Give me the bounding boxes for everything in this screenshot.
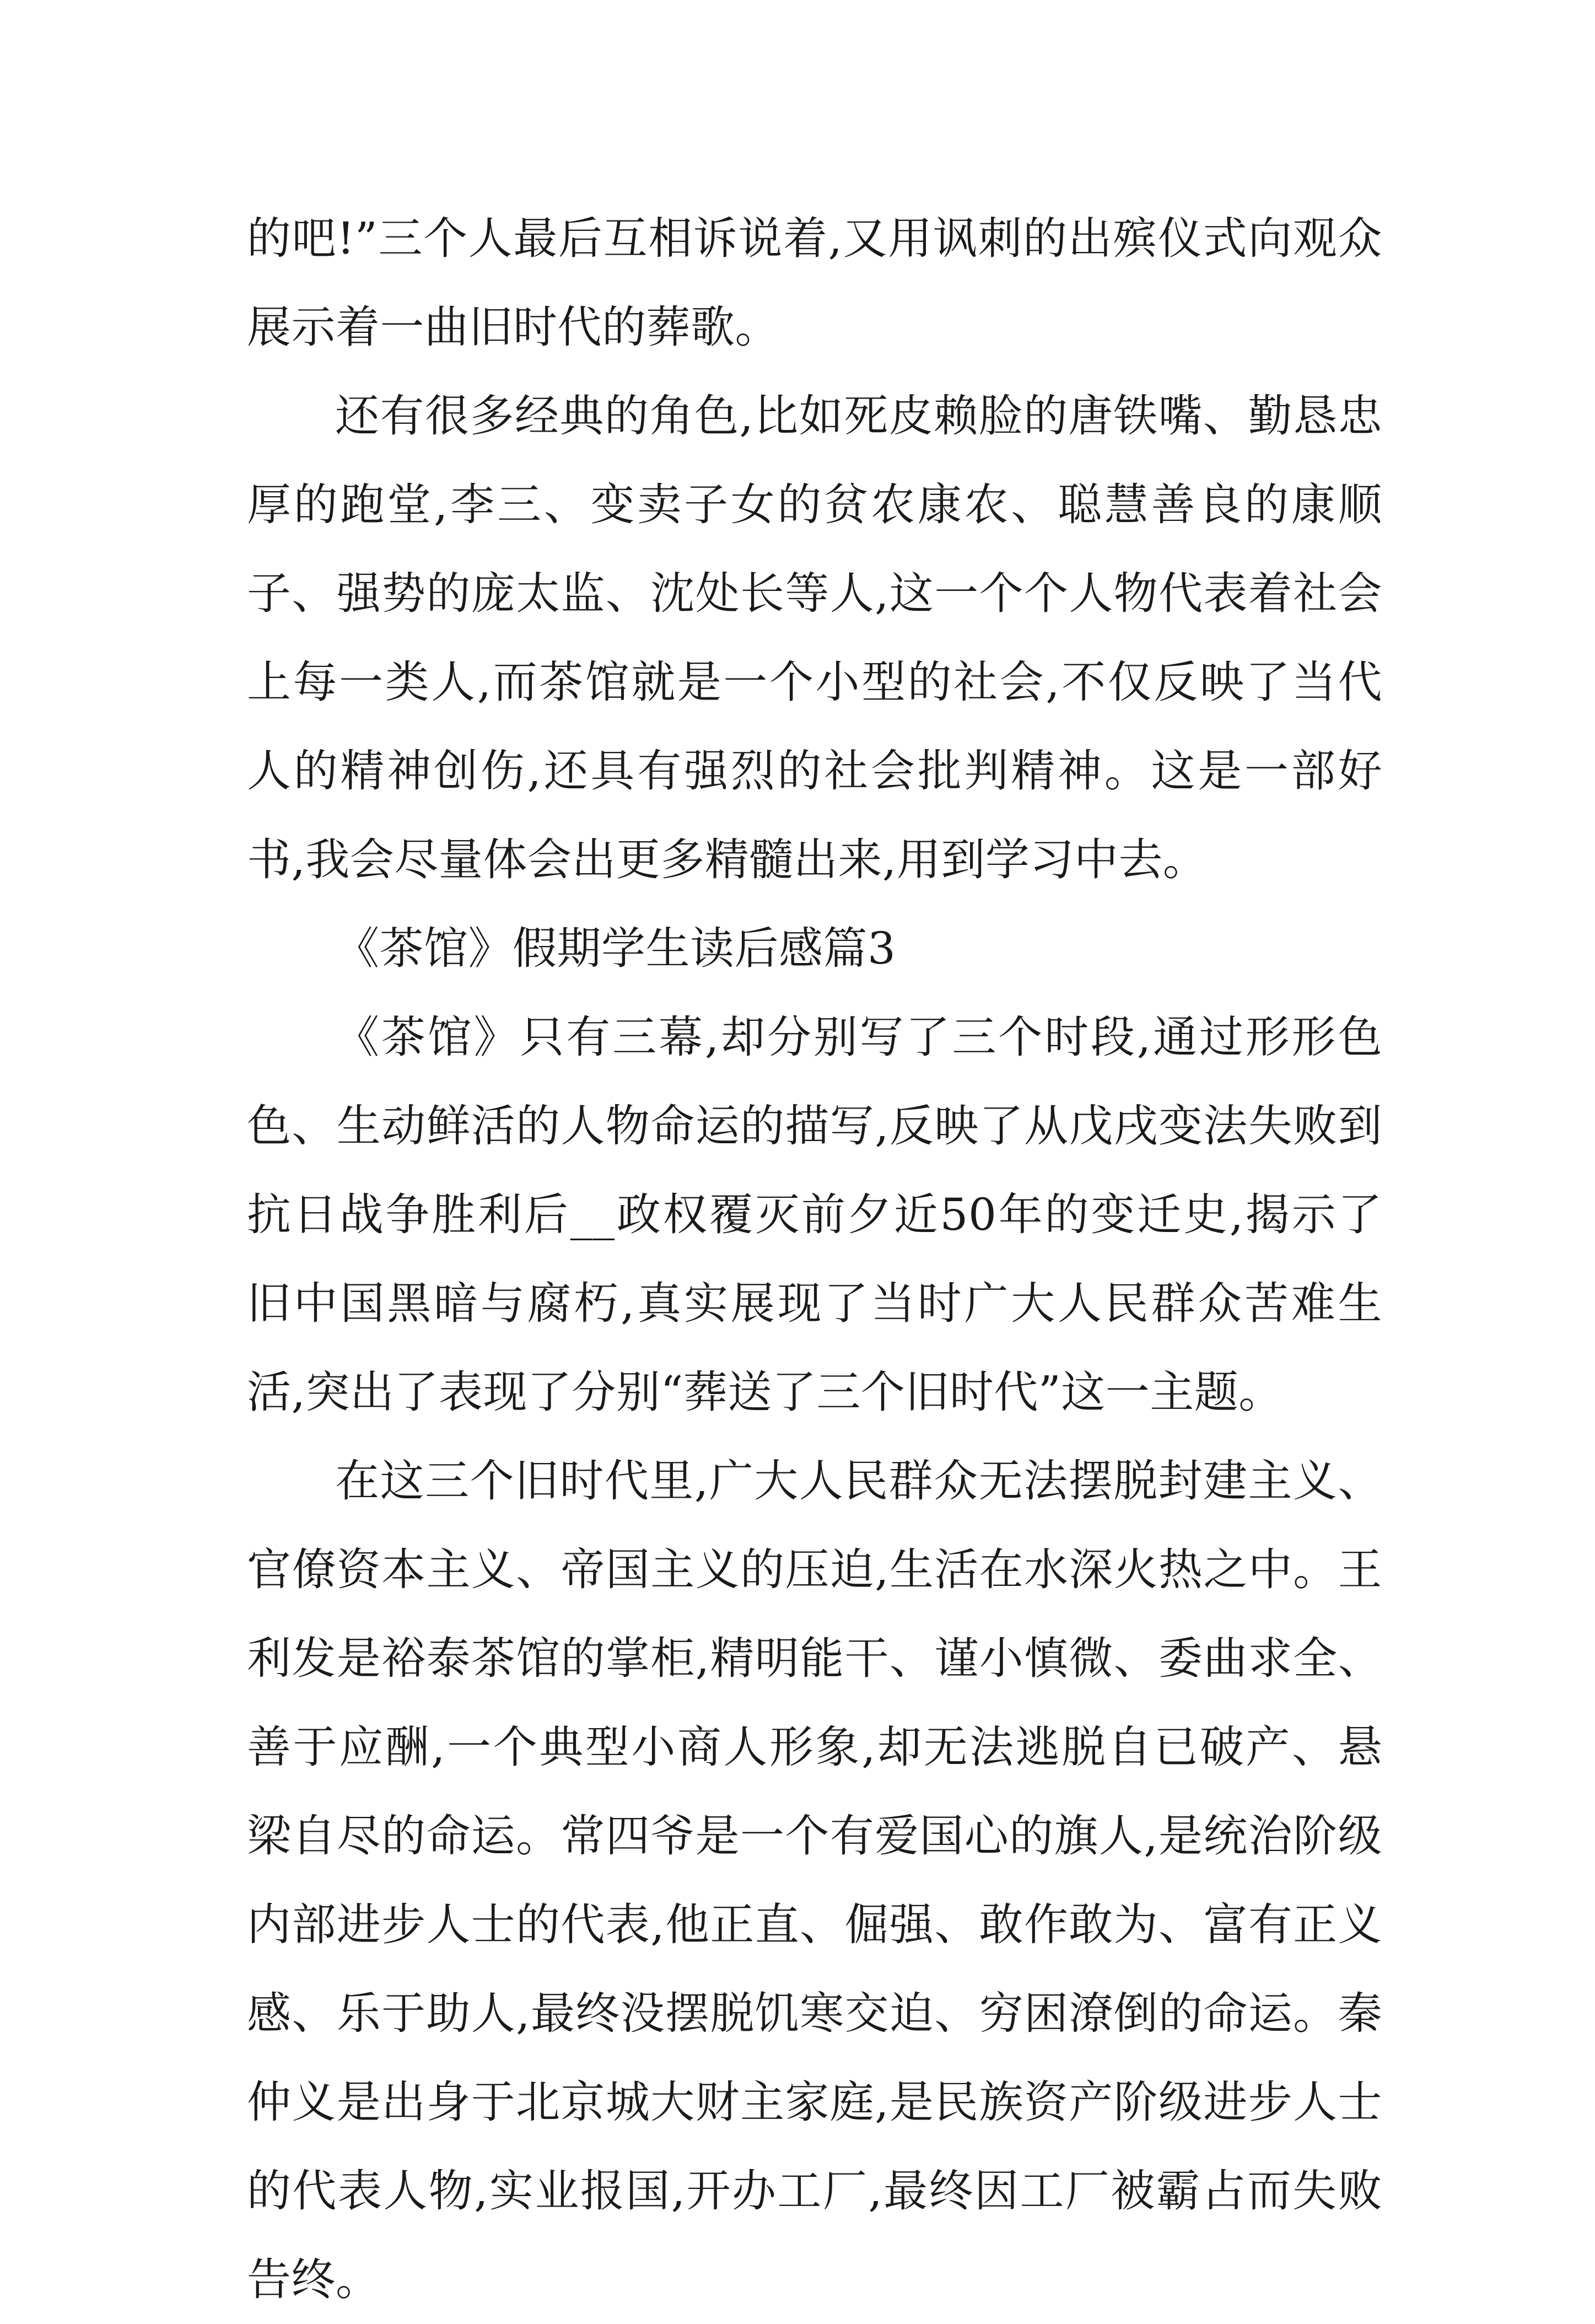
paragraph-overview: 《茶馆》只有三幕,却分别写了三个时段,通过形形色色、生动鲜活的人物命运的描写,反映了从戊戌变法失败到抗日战争胜利后__政权覆灭前夕近50年的变迁史,揭示了旧中国黑暗与腐朽,真实展现了当时广大人民群众苦难生活,突出了表现了分别“葬送了三个旧时代”这一主题。 xyxy=(247,1012,1382,1418)
body-text xyxy=(247,194,1382,2324)
section-heading: 《茶馆》假期学生读后感篇3 xyxy=(335,923,896,974)
paragraph-continuation: 的吧!”三个人最后互相诉说着,又用讽刺的出殡仪式向观众展示着一曲旧时代的葬歌。 xyxy=(247,213,1382,353)
paragraph-analysis: 在这三个旧时代里,广大人民群众无法摆脱封建主义、官僚资本主义、帝国主义的压迫,生活在水深火热之中。王利发是裕泰茶馆的掌柜,精明能干、谨小慎微、委曲求全、善于应酬,一个典型小商人形象,却无法逃脱自已破产、悬梁自尽的命运。常四爷是一个有爱国心的旗人,是统治阶级内部进步人士的代表,他正直、倔强、敢作敢为、富有正义感、乐于助人,最终没摆脱饥寒交迫、穷困潦倒的命运。秦仲义是出身于北京城大财主家庭,是民族资产阶级进步人士的代表人物,实业报国,开办工厂,最终因工厂被霸占而失败告终。 xyxy=(247,1455,1382,2305)
paragraph-characters: 还有很多经典的角色,比如死皮赖脸的唐铁嘴、勤恳忠厚的跑堂,李三、变卖子女的贫农康农、聪慧善良的康顺子、强势的庞太监、沈处长等人,这一个个人物代表着社会上每一类人,而茶馆就是一个小型的社会,不仅反映了当代人的精神创伤,还具有强烈的社会批判精神。这是一部好书,我会尽量体会出更多精髓出来,用到学习中去。 xyxy=(247,390,1382,885)
